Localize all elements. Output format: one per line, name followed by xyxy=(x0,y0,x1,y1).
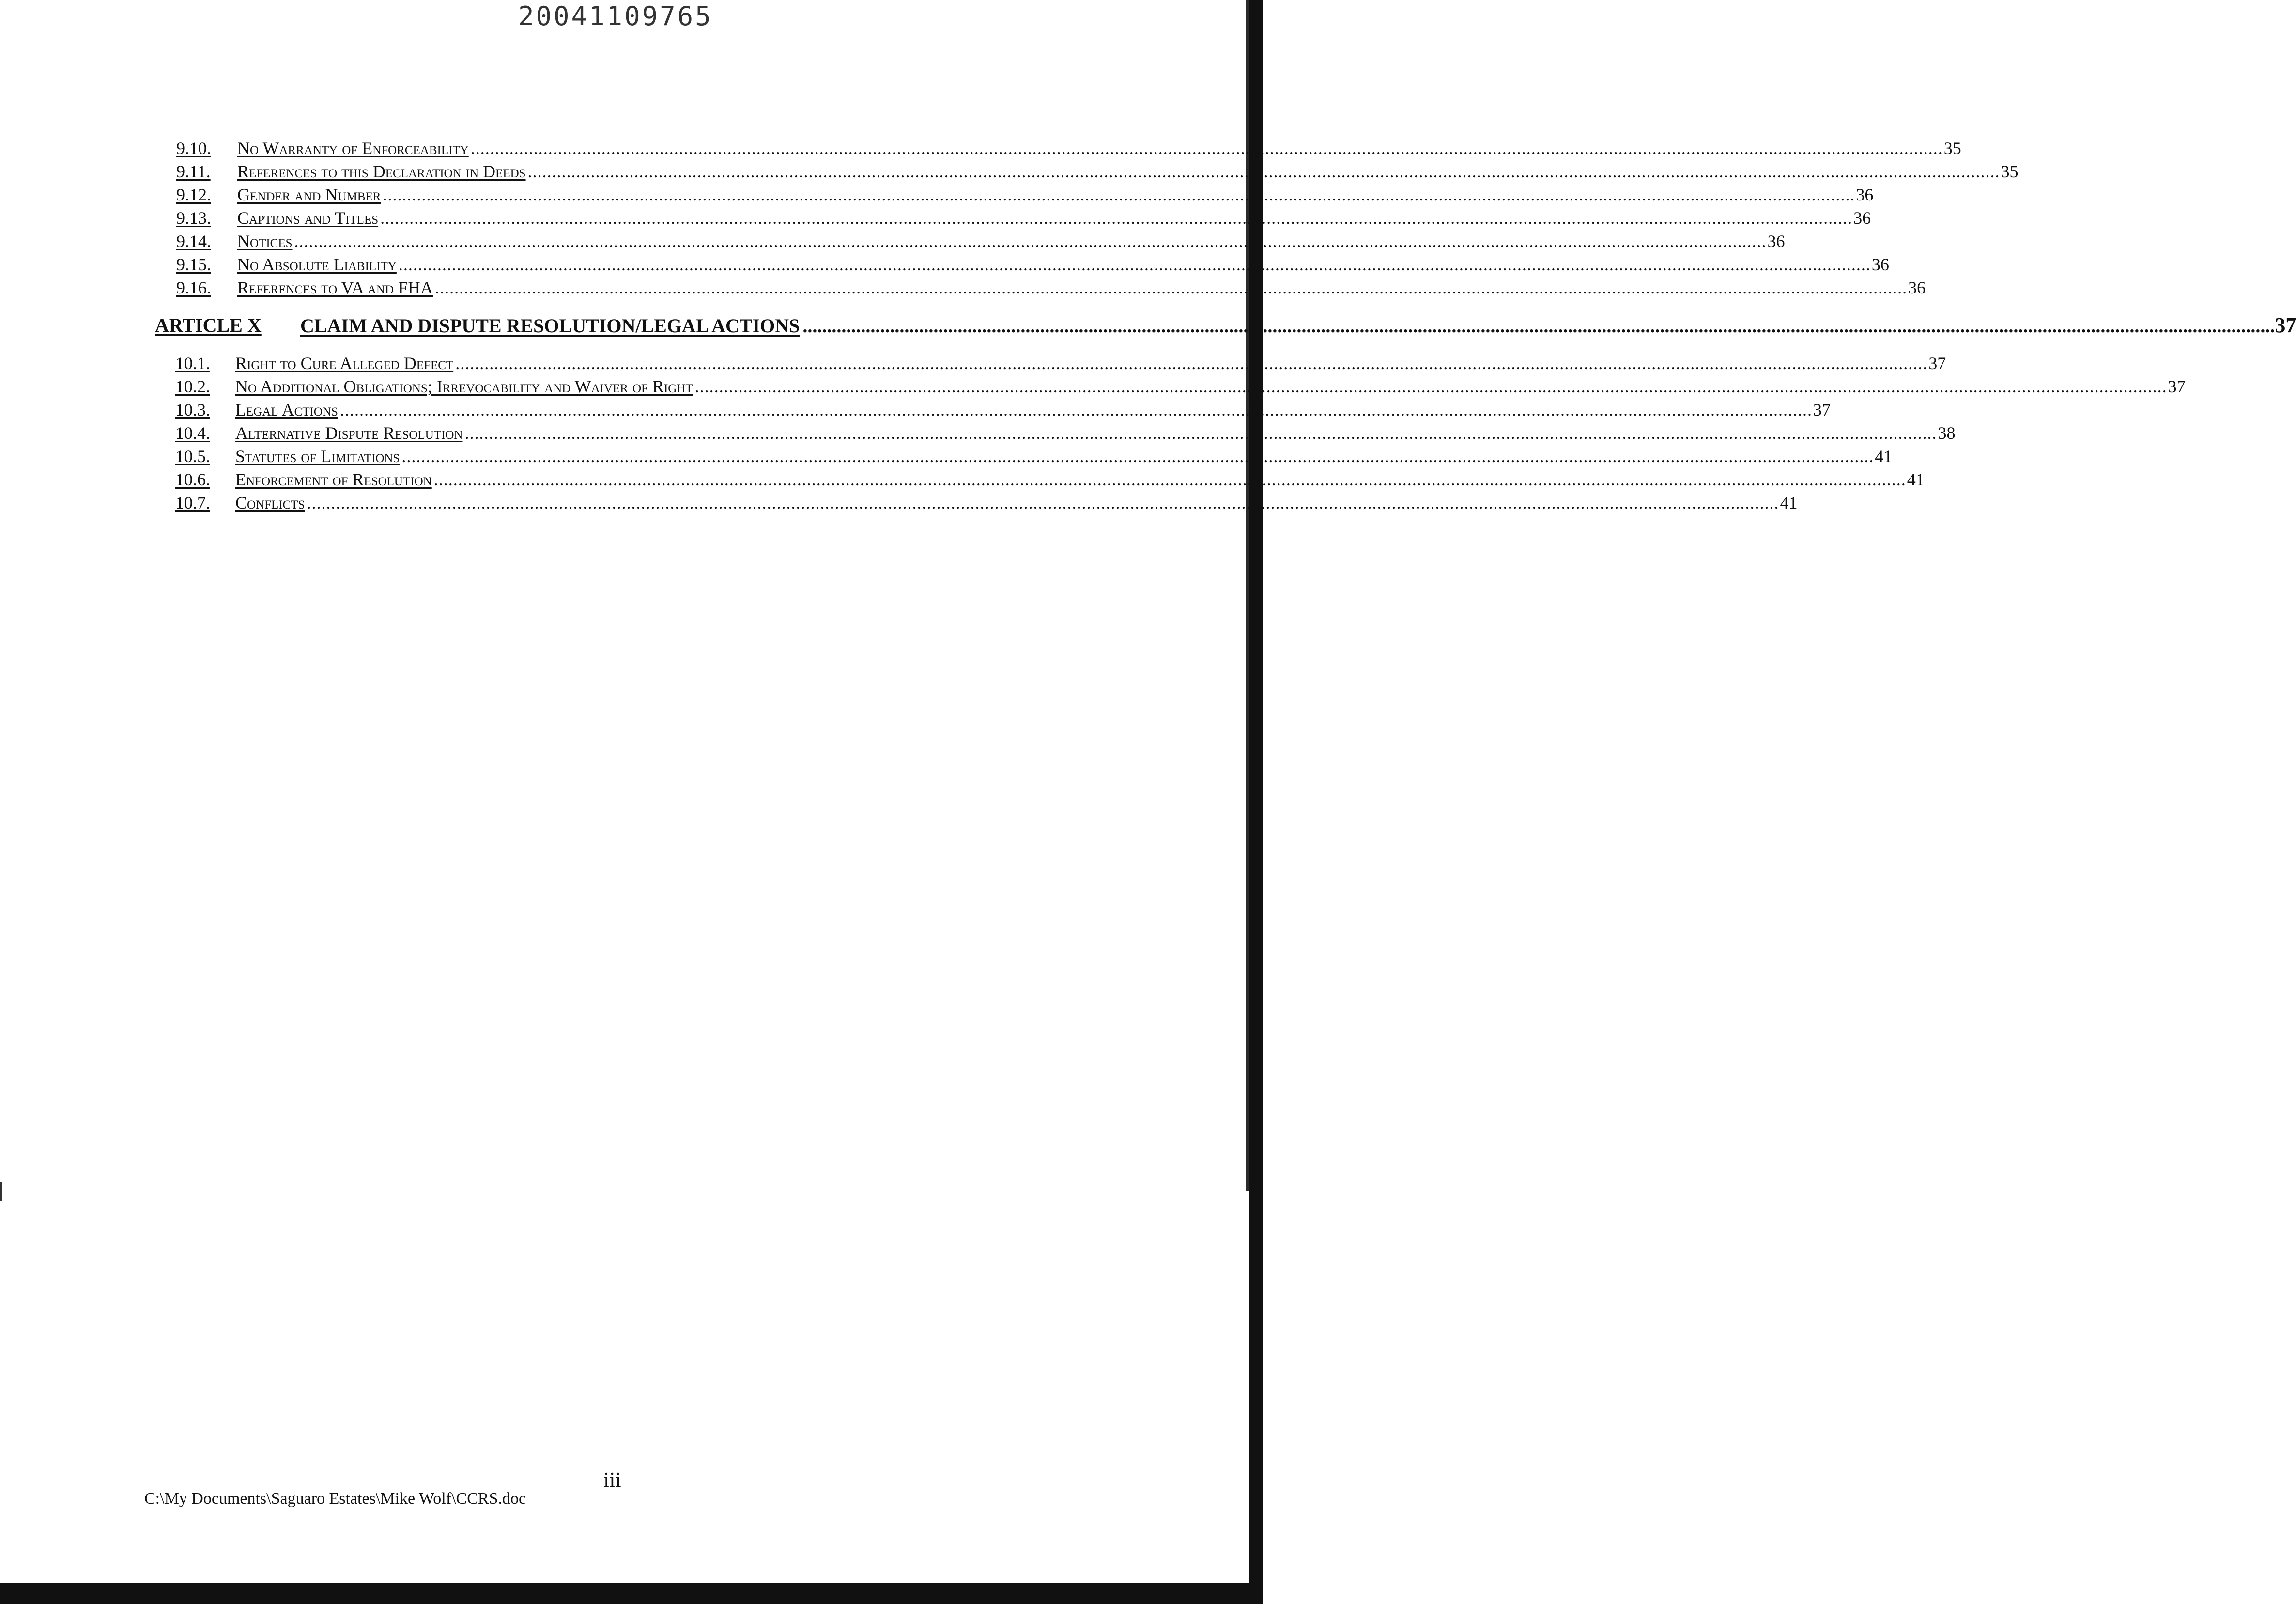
entry-title: Captions and Titles xyxy=(237,208,379,228)
toc-entry[interactable] xyxy=(176,206,1871,230)
toc-entry[interactable] xyxy=(176,276,1926,299)
entry-page: 38 xyxy=(1938,423,1956,443)
toc-entry[interactable] xyxy=(176,253,1889,276)
toc-entry[interactable] xyxy=(176,230,1785,253)
toc-entry[interactable] xyxy=(175,491,1798,514)
entry-title: No Absolute Liability xyxy=(237,255,397,274)
dot-leader: ................................................................................................................................................................................................................................................................................................................ xyxy=(435,278,1908,297)
entry-number: 9.14. xyxy=(176,231,211,251)
entry-title: Notices xyxy=(237,231,293,251)
dot-leader: ................................................................................................................................................................................................................................................................................................................ xyxy=(470,139,1943,158)
entry-number: 9.13. xyxy=(176,208,211,228)
document-number: 20041109765 xyxy=(518,1,713,31)
toc-entry[interactable] xyxy=(176,137,1961,160)
entry-page: 36 xyxy=(1908,278,1926,297)
entry-number: 10.6. xyxy=(175,470,210,489)
entry-page: 41 xyxy=(1907,470,1925,489)
dot-leader: ................................................................................................................................................................................................................................................................................................................ xyxy=(383,185,1855,204)
dot-leader: ................................................................................................................................................................................................................................................................................................................ xyxy=(527,162,2000,181)
dot-leader: ................................................................................................................................................................................................................................................................................................................ xyxy=(398,255,1871,274)
scan-edge-bottom xyxy=(0,1583,1263,1604)
entry-page: 35 xyxy=(1943,139,1961,158)
entry-title: References to VA and FHA xyxy=(237,278,433,297)
page-number: iii xyxy=(603,1468,621,1492)
dot-leader: ................................................................................................................................................................................................................................................................................................................ xyxy=(802,315,2275,337)
entry-page: 37 xyxy=(1813,400,1831,419)
entry-title: Alternative Dispute Resolution xyxy=(235,423,463,443)
entry-title: References to this Declaration in Deeds xyxy=(237,162,526,181)
entry-number: 10.1. xyxy=(175,354,210,373)
dot-leader: ................................................................................................................................................................................................................................................................................................................ xyxy=(433,470,1906,489)
entry-title: Conflicts xyxy=(235,493,305,512)
entry-page: 36 xyxy=(1853,208,1871,228)
dot-leader: ................................................................................................................................................................................................................................................................................................................ xyxy=(307,493,1779,512)
entry-page: 35 xyxy=(2001,162,2019,181)
entry-number: 9.15. xyxy=(176,255,211,274)
toc-entry[interactable] xyxy=(175,398,1831,421)
toc-entry[interactable] xyxy=(175,421,1956,445)
dot-leader: ................................................................................................................................................................................................................................................................................................................ xyxy=(455,354,1928,373)
entry-number: 10.5. xyxy=(175,447,210,466)
entry-title: Legal Actions xyxy=(235,400,338,419)
entry-number: 9.10. xyxy=(176,139,211,158)
dot-leader: ................................................................................................................................................................................................................................................................................................................ xyxy=(464,423,1937,443)
entry-title: Right to Cure Alleged Defect xyxy=(235,354,454,373)
toc-article-heading[interactable] xyxy=(155,312,2296,339)
toc-entry[interactable] xyxy=(175,352,1946,375)
entry-number: 10.7. xyxy=(175,493,210,512)
article-label: ARTICLE X xyxy=(155,314,262,336)
toc-entry[interactable] xyxy=(175,468,1925,491)
scan-mark-left xyxy=(0,1182,2,1201)
article-page: 37 xyxy=(2275,313,2296,337)
entry-title: Enforcement of Resolution xyxy=(235,470,432,489)
entry-page: 36 xyxy=(1856,185,1874,204)
entry-number: 9.12. xyxy=(176,185,211,204)
entry-title: No Warranty of Enforceability xyxy=(237,139,469,158)
toc-entry[interactable] xyxy=(176,183,1874,206)
entry-number: 10.2. xyxy=(175,377,210,396)
entry-title: No Additional Obligations; Irrevocability and Waiver of Right xyxy=(235,377,693,396)
entry-page: 37 xyxy=(1928,354,1946,373)
dot-leader: ................................................................................................................................................................................................................................................................................................................ xyxy=(339,400,1812,419)
entry-page: 36 xyxy=(1767,231,1785,251)
dot-leader: ................................................................................................................................................................................................................................................................................................................ xyxy=(694,377,2167,396)
entry-number: 9.11. xyxy=(176,162,211,181)
dot-leader: ................................................................................................................................................................................................................................................................................................................ xyxy=(380,208,1853,228)
entry-number: 9.16. xyxy=(176,278,211,297)
dot-leader: ................................................................................................................................................................................................................................................................................................................ xyxy=(294,231,1767,251)
article-title: CLAIM AND DISPUTE RESOLUTION/LEGAL ACTIONS xyxy=(300,315,800,337)
entry-number: 10.3. xyxy=(175,400,210,419)
file-path: C:\My Documents\Saguaro Estates\Mike Wolf\CCRS.doc xyxy=(144,1490,526,1508)
entry-number: 10.4. xyxy=(175,423,210,443)
entry-page: 37 xyxy=(2168,377,2186,396)
dot-leader: ................................................................................................................................................................................................................................................................................................................ xyxy=(401,447,1874,466)
toc-entry[interactable] xyxy=(176,160,2019,183)
entry-page: 36 xyxy=(1871,255,1889,274)
entry-page: 41 xyxy=(1875,447,1893,466)
entry-title: Gender and Number xyxy=(237,185,381,204)
toc-entry[interactable] xyxy=(175,375,2186,398)
entry-page: 41 xyxy=(1780,493,1798,512)
entry-title: Statutes of Limitations xyxy=(235,447,400,466)
toc-entry[interactable] xyxy=(175,445,1893,468)
